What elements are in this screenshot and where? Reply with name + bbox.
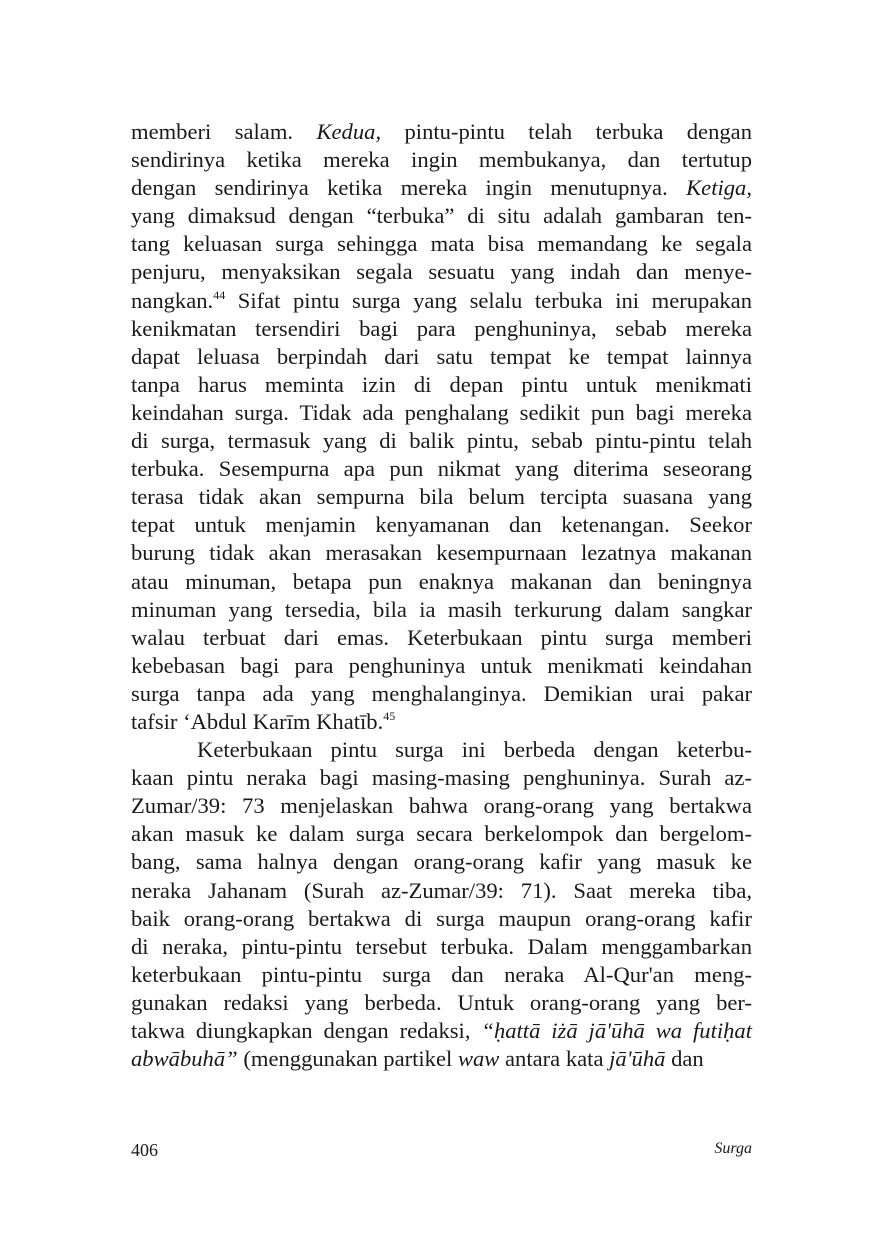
text-run: tafsir ‘Abdul Karīm Khatīb.	[131, 708, 384, 734]
text-run: (menggunakan partikel	[237, 1046, 458, 1072]
text-line	[131, 961, 752, 989]
italic-text: Kedua,	[316, 119, 382, 144]
text-run: takwa diungkapkan dengan redaksi,	[131, 1018, 482, 1043]
text-run: sendirinya ketika mereka ingin membukanya, dan tertutup	[131, 147, 752, 173]
text-line	[131, 511, 752, 539]
text-line	[131, 258, 752, 286]
text-line	[131, 596, 752, 624]
text-run: antara kata	[499, 1046, 610, 1072]
running-title: Surga	[714, 1140, 752, 1157]
text-line	[131, 315, 752, 343]
text-run: tepat untuk menjamin kenyamanan dan ketenangan. Seekor	[131, 512, 752, 538]
text-run: tang keluasan surga sehingga mata bisa memandang ke segala	[131, 231, 752, 257]
italic-text: waw	[457, 1046, 500, 1072]
text-run: neraka Jahanam (Surah az-Zumar/39: 71). Saat mereka tiba,	[131, 877, 752, 903]
paragraph	[131, 736, 752, 1073]
paragraph	[131, 118, 752, 736]
italic-text: Ketiga,	[686, 175, 752, 201]
text-line	[131, 483, 752, 511]
text-run: keterbukaan pintu-pintu surga dan neraka Al-Qur'an meng-	[131, 961, 752, 987]
text-line	[131, 1017, 752, 1045]
text-run: surga tanpa ada yang menghalanginya. Demikian urai pakar	[131, 680, 752, 706]
text-line	[131, 1045, 752, 1073]
text-line	[131, 820, 752, 848]
text-line	[131, 146, 752, 174]
text-run: dengan sendirinya ketika mereka ingin menutupnya.	[131, 175, 687, 201]
text-run: keindahan surga. Tidak ada penghalang sedikit pun bagi mereka	[131, 399, 752, 425]
text-line	[131, 764, 752, 792]
text-line	[131, 652, 752, 680]
text-run: Keterbukaan pintu surga ini berbeda dengan keterbu-	[197, 737, 752, 763]
text-run: baik orang-orang bertakwa di surga maupun orang-orang kafir	[131, 905, 752, 931]
text-line	[131, 877, 752, 905]
text-line	[131, 905, 752, 933]
text-run: terasa tidak akan sempurna bila belum tercipta suasana yang	[131, 484, 752, 510]
text-line	[131, 343, 752, 371]
italic-text: jā'ūhā	[609, 1046, 666, 1072]
text-line	[131, 792, 752, 820]
text-run: kenikmatan tersendiri bagi para penghuninya, sebab mereka	[131, 315, 752, 341]
text-line	[131, 989, 752, 1017]
text-run: burung tidak akan merasakan kesempurnaan lezatnya makanan	[131, 540, 752, 566]
text-run: yang dimaksud dengan “terbuka” di situ adalah gambaran ten-	[131, 203, 752, 229]
text-run: dapat leluasa berpindah dari satu tempat ke tempat lainnya	[131, 343, 752, 369]
text-run: kebebasan bagi para penghuninya untuk menikmati keindahan	[131, 652, 752, 678]
text-run: penjuru, menyaksikan segala sesuatu yang indah dan menye-	[131, 259, 752, 285]
text-line	[131, 202, 752, 230]
text-run: dan	[665, 1046, 704, 1072]
text-line	[131, 427, 752, 455]
text-line	[131, 230, 752, 258]
text-run: memberi salam.	[131, 119, 317, 144]
text-run: walau terbuat dari emas. Keterbukaan pintu surga memberi	[131, 624, 752, 650]
text-line	[131, 736, 752, 764]
text-run: di surga, termasuk yang di balik pintu, sebab pintu-pintu telah	[131, 428, 752, 454]
text-line	[131, 118, 752, 146]
body-text	[131, 118, 752, 1073]
text-run: nangkan.	[131, 287, 214, 313]
text-run: atau minuman, betapa pun enaknya makanan dan beningnya	[131, 568, 752, 594]
footnote-ref: 45	[383, 708, 396, 723]
text-run: kaan pintu neraka bagi masing-masing penghuninya. Surah az-	[131, 765, 752, 791]
text-run: pintu-pintu telah terbuka dengan	[381, 119, 752, 144]
text-line	[131, 539, 752, 567]
text-line	[131, 848, 752, 876]
text-line	[131, 287, 752, 315]
text-run: tanpa harus meminta izin di depan pintu untuk menikmati	[131, 371, 752, 397]
text-line	[131, 371, 752, 399]
text-run: gunakan redaksi yang berbeda. Untuk orang-orang yang ber-	[131, 989, 752, 1015]
text-line	[131, 708, 752, 736]
text-run: Zumar/39: 73 menjelaskan bahwa orang-orang yang bertakwa	[131, 793, 752, 819]
text-run: akan masuk ke dalam surga secara berkelompok dan bergelom-	[131, 821, 752, 847]
text-run: di neraka, pintu-pintu tersebut terbuka. Dalam menggambarkan	[131, 933, 752, 959]
text-run: bang, sama halnya dengan orang-orang kafir yang masuk ke	[131, 849, 752, 875]
text-line	[131, 933, 752, 961]
italic-text: abwābuhā”	[131, 1046, 238, 1072]
text-line	[131, 399, 752, 427]
text-line	[131, 624, 752, 652]
text-line	[131, 568, 752, 596]
text-line	[131, 455, 752, 483]
text-line	[131, 680, 752, 708]
text-line	[131, 174, 752, 202]
text-run: Sifat pintu surga yang selalu terbuka ini merupakan	[225, 287, 752, 313]
page-number: 406	[131, 1140, 158, 1160]
text-run: terbuka. Sesempurna apa pun nikmat yang diterima seseorang	[131, 456, 752, 482]
text-run: minuman yang tersedia, bila ia masih terkurung dalam sangkar	[131, 596, 752, 622]
italic-text: “ḥattā iżā jā'ūhā wa futiḥat	[481, 1018, 752, 1043]
footnote-ref: 44	[213, 287, 226, 302]
